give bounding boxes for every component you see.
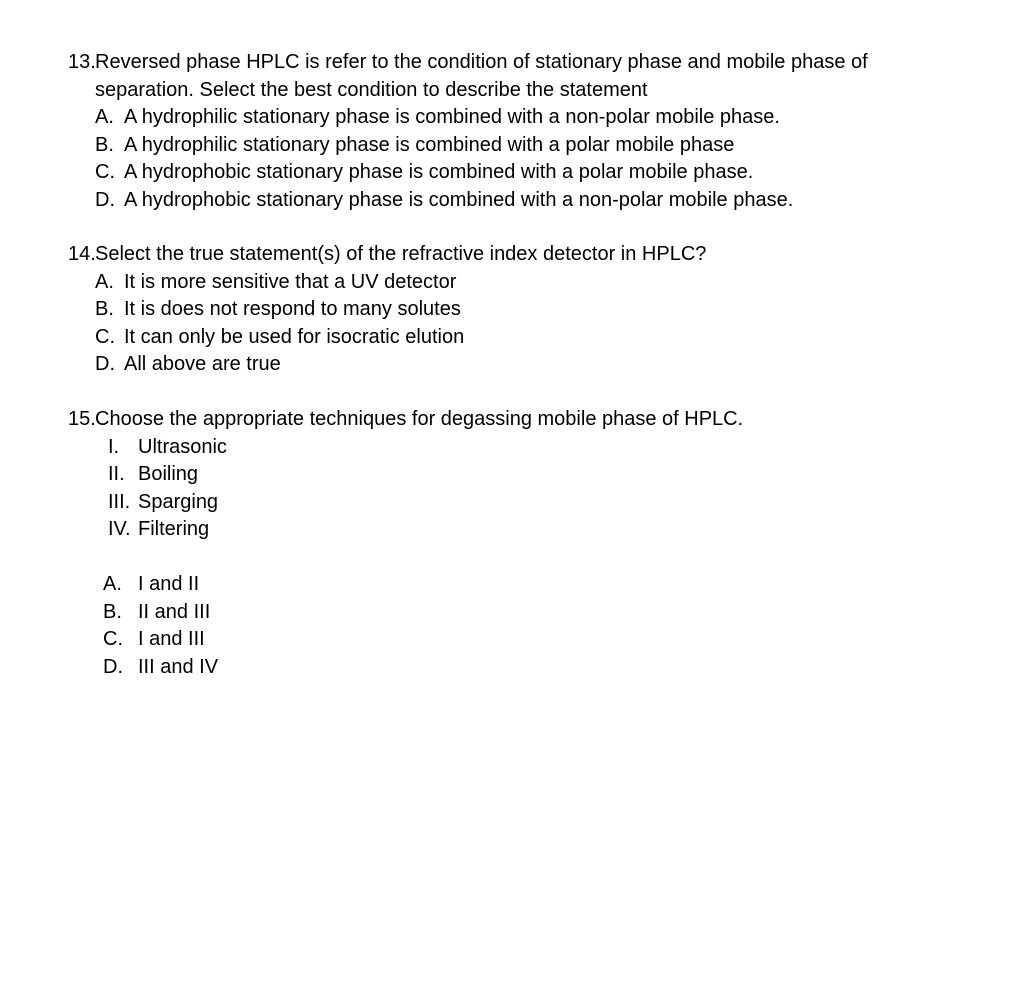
option-b bbox=[68, 132, 968, 160]
option-letter: B. bbox=[103, 600, 122, 623]
option-text: It is more sensitive that a UV detector bbox=[124, 270, 457, 293]
option-letter: B. bbox=[95, 298, 114, 320]
question-stem bbox=[68, 406, 968, 434]
option-text: A hydrophobic stationary phase is combined with a polar mobile phase. bbox=[124, 161, 754, 183]
question-number: 13. bbox=[68, 51, 96, 73]
roman-text: Ultrasonic bbox=[138, 435, 227, 458]
option-text: It can only be used for isocratic elution bbox=[124, 325, 465, 348]
roman-text: Sparging bbox=[138, 490, 219, 513]
option-text: All above are true bbox=[124, 353, 281, 375]
roman-number: IV. bbox=[108, 518, 131, 540]
option-letter: C. bbox=[95, 161, 115, 183]
roman-item bbox=[68, 489, 968, 517]
answer-options bbox=[68, 571, 968, 681]
option-text: II and III bbox=[138, 600, 211, 623]
option-letter: C. bbox=[95, 325, 115, 348]
roman-number: I. bbox=[108, 435, 120, 458]
roman-item bbox=[68, 434, 968, 462]
option-a bbox=[68, 104, 968, 132]
question-stem bbox=[68, 241, 968, 269]
roman-numeral-list bbox=[68, 434, 968, 544]
option-text: I and II bbox=[138, 573, 200, 595]
question-14 bbox=[68, 241, 968, 379]
option-c bbox=[68, 626, 968, 654]
option-text: A hydrophobic stationary phase is combined with a non-polar mobile phase. bbox=[124, 188, 794, 211]
roman-text: Boiling bbox=[138, 463, 199, 485]
question-13 bbox=[68, 49, 968, 214]
option-text: I and III bbox=[138, 628, 205, 650]
option-text: A hydrophilic stationary phase is combined with a non-polar mobile phase. bbox=[124, 106, 780, 128]
option-text: It is does not respond to many solutes bbox=[124, 298, 461, 320]
option-text: III and IV bbox=[138, 655, 219, 678]
option-letter: D. bbox=[103, 655, 123, 678]
question-text: Choose the appropriate techniques for degassing mobile phase of HPLC. bbox=[95, 408, 744, 430]
option-letter: D. bbox=[95, 188, 115, 211]
option-b bbox=[68, 599, 968, 627]
option-letter: A. bbox=[95, 270, 114, 293]
question-15 bbox=[68, 406, 968, 681]
option-letter: A. bbox=[103, 573, 122, 595]
question-number: 14. bbox=[68, 243, 96, 265]
option-letter: D. bbox=[95, 353, 115, 375]
question-text: Reversed phase HPLC is refer to the condition of stationary phase and mobile phase of separation. Select the best condition to describe the statement bbox=[95, 51, 868, 101]
option-b bbox=[68, 296, 968, 324]
option-d bbox=[68, 654, 968, 682]
roman-item bbox=[68, 516, 968, 544]
option-d bbox=[68, 187, 968, 215]
option-c bbox=[68, 324, 968, 352]
option-c bbox=[68, 159, 968, 187]
roman-number: II. bbox=[108, 463, 125, 485]
question-stem bbox=[68, 49, 968, 104]
option-text: A hydrophilic stationary phase is combined with a polar mobile phase bbox=[124, 133, 735, 156]
option-a bbox=[68, 571, 968, 599]
question-text: Select the true statement(s) of the refractive index detector in HPLC? bbox=[95, 243, 707, 265]
option-a bbox=[68, 269, 968, 297]
option-letter: C. bbox=[103, 628, 123, 650]
question-number: 15. bbox=[68, 408, 96, 430]
roman-number: III. bbox=[108, 490, 131, 513]
roman-text: Filtering bbox=[138, 518, 210, 540]
option-letter: A. bbox=[95, 106, 114, 128]
option-letter: B. bbox=[95, 133, 114, 156]
roman-item bbox=[68, 461, 968, 489]
option-d bbox=[68, 351, 968, 379]
